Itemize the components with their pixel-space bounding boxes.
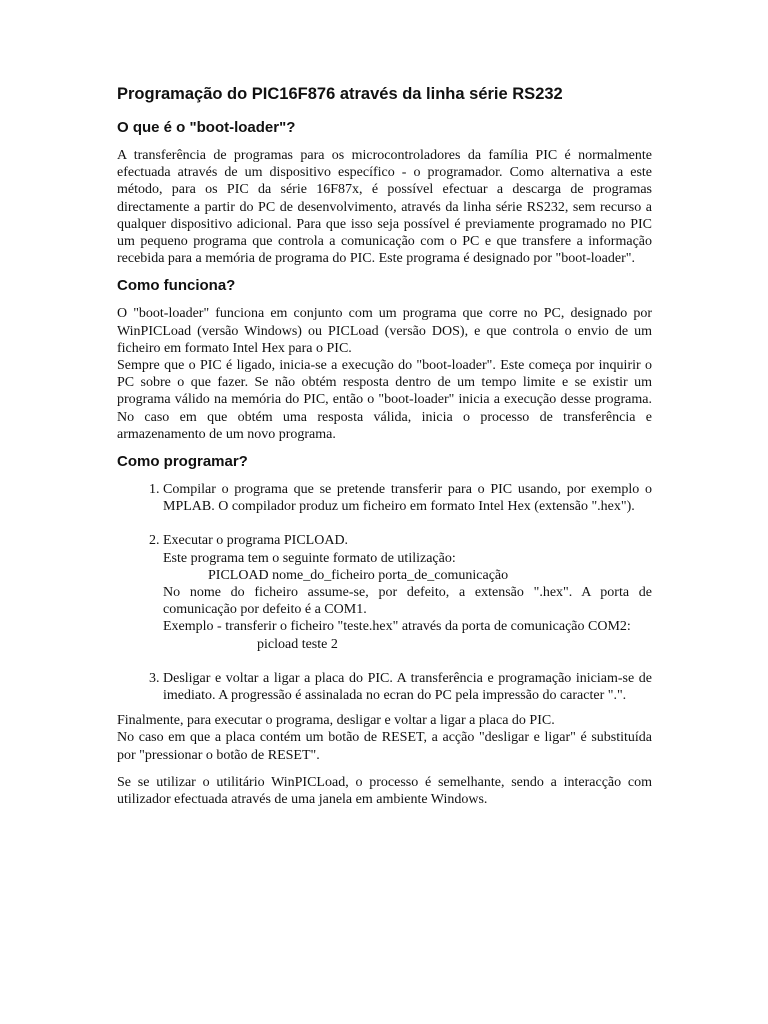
step-2-example-command: picload teste 2 (257, 636, 338, 652)
step-2-default-note: No nome do ficheiro assume-se, por defeito, a extensão ".hex". A porta de comunicação por defeito é a COM1. (163, 585, 652, 618)
step-1-text: Compilar o programa que se pretende transferir para o PIC usando, por exemplo o MPLAB. O compilador produz um ficheiro em formato Intel Hex (extensão ".hex"). (163, 482, 652, 515)
section-heading-how-to-program: Como programar? (117, 453, 248, 471)
step-2-line-2: Este programa tem o seguinte formato de utilização: (163, 550, 456, 566)
list-item (163, 532, 652, 652)
step-2-syntax: PICLOAD nome_do_ficheiro porta_de_comunicação (208, 567, 509, 583)
final-paragraph-2: No caso em que a placa contém um botão de RESET, a acção "desligar e ligar" é substituída por "pressionar o botão de RESET". (117, 730, 652, 763)
how-it-works-paragraph-2: Sempre que o PIC é ligado, inicia-se a execução do "boot-loader". Este começa por inquirir o PC sobre o que fazer. Se não obtém resposta dentro de um tempo limite e se existir um programa válido na memória do PIC, então o "boot-loader" inicia a execução desse programa. No caso em que obtém uma resposta válida, inicia o processo de transferência e armazenamento de um novo programa. (117, 358, 652, 442)
list-item (163, 670, 652, 704)
list-item (163, 481, 652, 515)
step-2-line-1: 2. Executar o programa PICLOAD. (163, 533, 349, 549)
step-3-text: Desligar e voltar a ligar a placa do PIC. A transferência e programação iniciam-se de imediato. A progressão é assinalada no ecran do PC pela impressão do caracter ".". (163, 670, 652, 704)
final-paragraph-1: Finalmente, para executar o programa, desligar e voltar a ligar a placa do PIC. (117, 713, 555, 729)
step-2-example: Exemplo - transferir o ficheiro "teste.hex" através da porta de comunicação COM2: (163, 619, 631, 635)
how-it-works-paragraph-1: O "boot-loader" funciona em conjunto com um programa que corre no PC, designado por WinPICLoad (versão Windows) ou PICLoad (versão DOS), e que controla o envio de um ficheiro em formato Intel Hex para o PIC. (117, 306, 652, 356)
document-title: Programação do PIC16F876 através da linha série RS232 (117, 85, 563, 103)
programming-steps-list (117, 481, 652, 704)
bootloader-paragraph: A transferência de programas para os microcontroladores da família PIC é normalmente efectuada através de um dispositivo específico - o programador. Como alternativa a este método, para os PIC da série 16F87x, é possível efectuar a descarga de programas directamente a partir do PC de desenvolvimento, através da linha série RS232, sem recurso a qualquer dispositivo adicional. Para que isso seja possível é previamente programado no PIC um pequeno programa que controla a comunicação com o PC e que transfere a informação recebida para a memória de programa do PIC. Este programa é designado por "boot-loader". (117, 148, 652, 267)
document-page (117, 84, 652, 818)
section-heading-bootloader: O que é o "boot-loader"? (117, 119, 296, 136)
final-paragraph-3: Se se utilizar o utilitário WinPICLoad, o processo é semelhante, sendo a interacção com utilizador efectuada através de uma janela em ambiente Windows. (117, 774, 652, 808)
section-heading-how-it-works: Como funciona? (117, 277, 236, 295)
